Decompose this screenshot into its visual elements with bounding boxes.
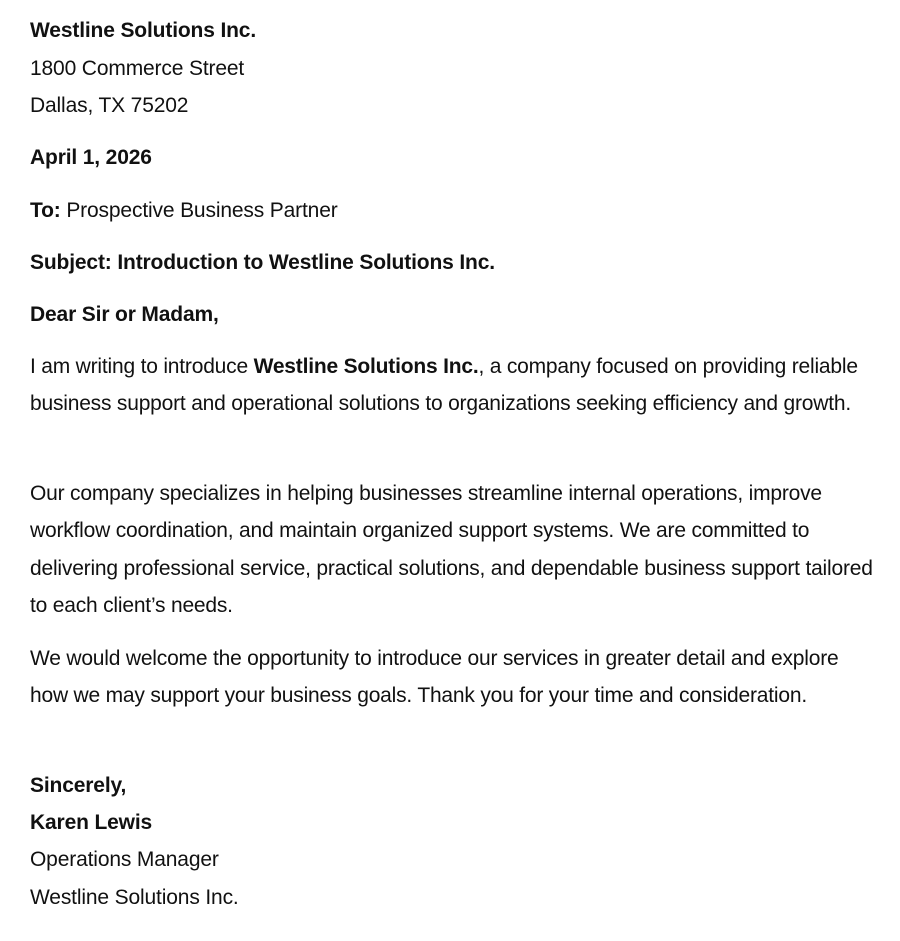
salutation: Dear Sir or Madam, <box>30 303 219 326</box>
closing-valediction: Sincerely, <box>30 774 127 797</box>
p1-company-name: Westline Solutions Inc. <box>253 355 479 378</box>
sender-city: Dallas, TX 75202 <box>30 94 189 117</box>
body-paragraph-2: Our company specializes in helping businesses streamline internal operations, improve workflow coordination, and maintain organized support systems. We are committed to delivering professional service, practical solutions, and dependable business support tailored to each client’s needs. <box>30 482 873 617</box>
p1-rest-text: , a company focused on providing reliable business support and operational solutions to organizations seeking efficiency and growth. <box>30 355 858 416</box>
recipient-line <box>30 198 338 224</box>
recipient-label: To: <box>30 199 61 222</box>
subject-line: Subject: Introduction to Westline Solutions Inc. <box>30 251 495 274</box>
sender-street: 1800 Commerce Street <box>30 57 245 80</box>
letter-date: April 1, 2026 <box>30 146 152 169</box>
signer-title: Operations Manager <box>30 848 219 871</box>
signer-name: Karen Lewis <box>30 811 153 834</box>
body-paragraph-3: We would welcome the opportunity to introduce our services in greater detail and explore how we may support your business goals. Thank you for your time and consideration. <box>30 647 839 708</box>
recipient-value: Prospective Business Partner <box>60 199 338 222</box>
body-paragraph-1 <box>30 348 880 423</box>
signer-company: Westline Solutions Inc. <box>30 886 239 909</box>
p1-intro-text: I am writing to introduce <box>30 355 254 378</box>
sender-company: Westline Solutions Inc. <box>30 19 257 42</box>
